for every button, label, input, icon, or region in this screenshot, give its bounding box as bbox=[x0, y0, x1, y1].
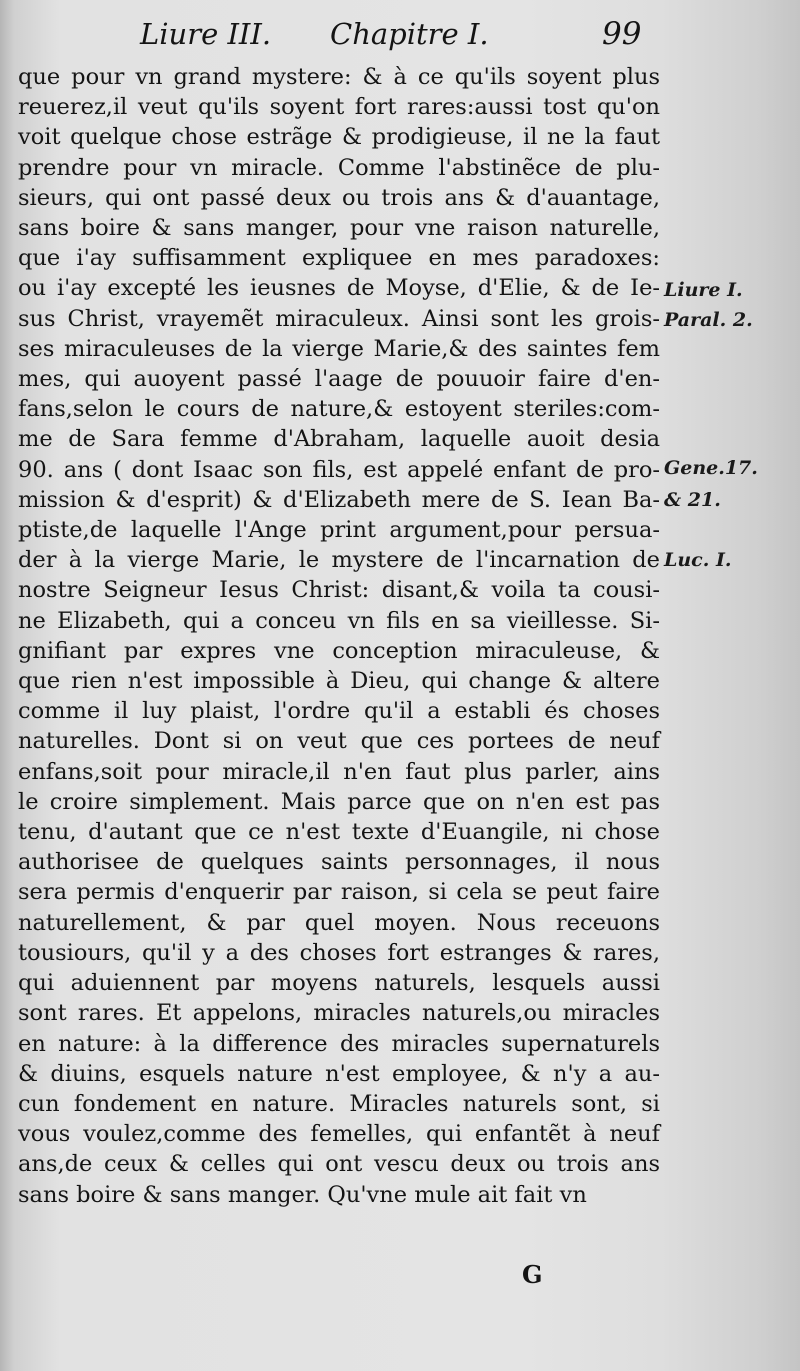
margin-note-luc-1: Luc. I. bbox=[664, 549, 732, 571]
text-line: me de Sara femme d'Abraham, laquelle auoit desia bbox=[18, 426, 660, 453]
margin-note-paral-2: Paral. 2. bbox=[664, 309, 753, 331]
text-line: nostre Seigneur Iesus Christ: disant,& voila ta cousi- bbox=[18, 577, 660, 604]
text-line: en nature: à la difference des miracles supernaturels bbox=[18, 1030, 660, 1057]
text-line: ne Elizabeth, qui a conceu vn fils en sa vieillesse. Si- bbox=[18, 607, 660, 634]
text-line: voit quelque chose estrãge & prodigieuse, il ne la faut bbox=[18, 124, 660, 151]
running-header bbox=[140, 14, 660, 54]
text-line: tousiours, qu'il y a des choses fort estranges & rares, bbox=[18, 939, 660, 966]
text-line: & diuins, esquels nature n'est employee, & n'y a au- bbox=[18, 1060, 660, 1087]
text-line: sus Christ, vrayemẽt miraculeux. Ainsi sont les grois- bbox=[18, 305, 660, 332]
text-line: que rien n'est impossible à Dieu, qui change & altere bbox=[18, 668, 660, 695]
text-line: prendre pour vn miracle. Comme l'abstinẽce de plu- bbox=[18, 154, 660, 181]
text-line: sans boire & sans manger. Qu'vne mule ait fait vn bbox=[18, 1181, 587, 1208]
text-line: cun fondement en nature. Miracles naturels sont, si bbox=[18, 1090, 660, 1117]
text-line: naturelles. Dont si on veut que ces portees de neuf bbox=[18, 728, 660, 755]
text-line: mission & d'esprit) & d'Elizabeth mere de S. Iean Ba- bbox=[18, 486, 660, 513]
text-line: naturellement, & par quel moyen. Nous receuons bbox=[18, 909, 660, 936]
text-line: tenu, d'autant que ce n'est texte d'Euangile, ni chose bbox=[18, 819, 660, 846]
text-line: mes, qui auoyent passé l'aage de pouuoir faire d'en- bbox=[18, 366, 660, 393]
text-line: ans,de ceux & celles qui ont vescu deux ou trois ans bbox=[18, 1151, 660, 1178]
text-line: vous voulez,comme des femelles, qui enfantẽt à neuf bbox=[18, 1121, 660, 1148]
text-line: authorisee de quelques saints personnages, il nous bbox=[18, 849, 660, 876]
header-chapter: Chapitre I. bbox=[330, 17, 489, 51]
text-line: que pour vn grand mystere: & à ce qu'ils soyent plus bbox=[18, 64, 660, 90]
text-line: comme il luy plaist, l'ordre qu'il a establi és choses bbox=[18, 698, 660, 725]
text-line: qui aduiennent par moyens naturels, lesquels aussi bbox=[18, 970, 660, 997]
margin-note-gene-21: & 21. bbox=[664, 489, 721, 511]
text-line: der à la vierge Marie, le mystere de l'incarnation de bbox=[18, 547, 660, 574]
text-line: sieurs, qui ont passé deux ou trois ans & d'auantage, bbox=[18, 184, 660, 211]
margin-note-liure-1: Liure I. bbox=[664, 279, 743, 301]
text-line: fans,selon le cours de nature,& estoyent steriles:com- bbox=[18, 396, 660, 423]
text-line: reuerez,il veut qu'ils soyent fort rares:aussi tost qu'on bbox=[18, 94, 660, 121]
margin-note-gene-17: Gene.17. bbox=[664, 457, 758, 479]
text-line: 90. ans ( dont Isaac son fils, est appelé enfant de pro- bbox=[18, 456, 660, 483]
header-book: Liure III. bbox=[140, 17, 272, 51]
text-line: ou i'ay excepté les ieusnes de Moyse, d'Elie, & de Ie- bbox=[18, 275, 660, 302]
text-line: que i'ay suffisamment expliquee en mes paradoxes: bbox=[18, 245, 660, 272]
text-line: le croire simplement. Mais parce que on n'en est pas bbox=[18, 788, 660, 815]
text-line: sont rares. Et appelons, miracles naturels,ou miracles bbox=[18, 1000, 660, 1027]
text-line: ptiste,de laquelle l'Ange print argument,pour persua- bbox=[18, 517, 660, 544]
text-line: enfans,soit pour miracle,il n'en faut plus parler, ains bbox=[18, 758, 660, 785]
text-line: ses miraculeuses de la vierge Marie,& des saintes fem bbox=[18, 335, 660, 362]
page-number: 99 bbox=[602, 16, 642, 52]
text-line: sans boire & sans manger, pour vne raison naturelle, bbox=[18, 215, 660, 242]
text-line: gnifiant par expres vne conception miraculeuse, & bbox=[18, 637, 660, 664]
signature-mark: G bbox=[522, 1260, 543, 1289]
text-line: sera permis d'enquerir par raison, si cela se peut faire bbox=[18, 879, 660, 906]
body-text bbox=[18, 62, 660, 1210]
